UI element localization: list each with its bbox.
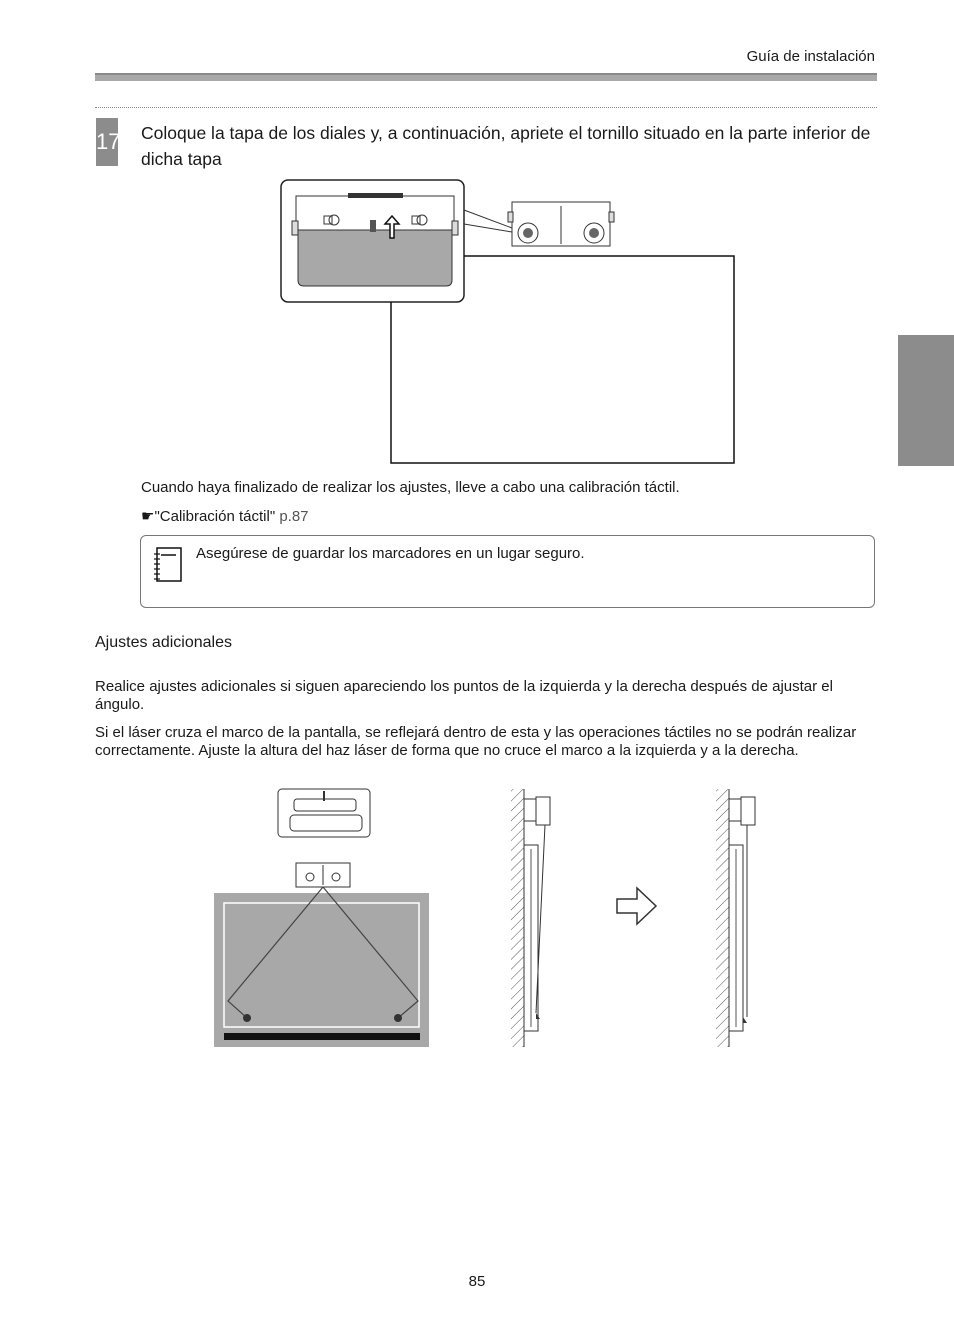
reference-page: p.87 [279, 508, 309, 525]
dial-cover-illustration [278, 176, 740, 468]
step-text: Coloque la tapa de los diales y, a continuación, apriete el tornillo situado en la parte inferior de dicha tapa [141, 123, 871, 169]
chapter-side-tab [898, 335, 954, 466]
step-number: 17 [96, 118, 118, 166]
dotted-divider [95, 107, 877, 108]
page-number: 85 [468, 1273, 486, 1290]
paragraph-laser-frame: Si el láser cruza el marco de la pantalla, se reflejará dentro de esta y las operaciones táctiles no se podrán realizar correctamente. Ajuste la altura del haz láser de forma que no cruce el marco a la izquierda y a la derecha. [95, 724, 857, 759]
header-title: Guía de instalación [746, 48, 875, 65]
instruction-text: Cuando haya finalizado de realizar los ajustes, lleve a cabo una calibración táctil. [141, 479, 680, 496]
notebook-icon [152, 546, 184, 584]
front-view-illustration [212, 787, 432, 1049]
reference-label: "Calibración táctil" [154, 508, 276, 525]
side-view-after-illustration [710, 787, 770, 1049]
header-bar [95, 73, 877, 81]
note-text: Asegúrese de guardar los marcadores en un lugar seguro. [196, 545, 585, 562]
right-arrow-icon [615, 885, 659, 929]
section-title: Ajustes adicionales [95, 634, 232, 651]
side-view-before-illustration [505, 787, 565, 1049]
paragraph-additional-adjustments: Realice ajustes adicionales si siguen apareciendo los puntos de la izquierda y la derecha después de ajustar el ángulo. [95, 678, 833, 713]
pointing-hand-icon: ☛ [141, 508, 155, 525]
reference-link[interactable] [141, 507, 309, 525]
